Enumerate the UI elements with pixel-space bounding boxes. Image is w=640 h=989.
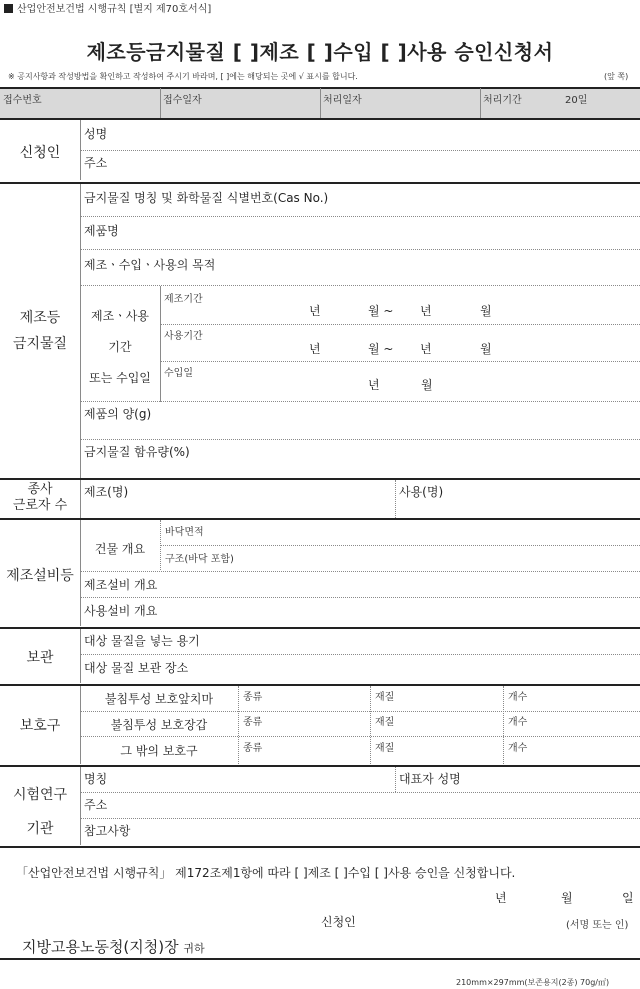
divider [0,684,640,686]
remarks-field[interactable]: 참고사항 [84,824,131,838]
divider [160,545,640,546]
divider [370,686,371,764]
divider [160,324,640,325]
divider [0,182,640,184]
institute-section-line2: 기관 [26,821,54,837]
divider [80,597,640,598]
divider [320,88,321,118]
divider [160,361,640,362]
facility-section-label: 제조설비등 [6,568,74,584]
divider [80,767,81,845]
substance-section-label [0,305,80,357]
substance-section-line2: 금지물질 [12,336,68,352]
applicant-address-field[interactable]: 주소 [84,156,108,170]
date-year[interactable]: 년 [495,891,507,905]
divider [0,478,640,480]
manufacture-period-label: 제조기간 [164,294,203,305]
date-month[interactable]: 월 [561,891,573,905]
date-day[interactable]: 일 [622,891,634,905]
paper-spec: 210mm×297mm(보존용지(2종) 70g/㎡) [456,978,610,987]
workers-section-line2: 근로자 수 [12,498,68,513]
divider [395,767,396,792]
divider [0,958,640,960]
apron-label: 불침투성 보호앞치마 [104,692,214,706]
mfg-end-year[interactable]: 년 [420,304,432,318]
divider [80,285,640,286]
divider [80,792,640,793]
recipient [22,936,205,957]
storage-section-label: 보관 [26,650,54,666]
divider [0,846,640,848]
use-start-month[interactable]: 월 ~ [368,342,394,356]
institute-address-field[interactable]: 주소 [84,798,108,812]
other-count-field[interactable]: 개수 [508,743,528,754]
apron-count-field[interactable]: 개수 [508,692,528,703]
divider [80,249,640,250]
divider [80,401,640,402]
apron-material-field[interactable]: 재질 [375,692,395,703]
substance-section-line1: 제조등 [19,310,61,326]
purpose-field[interactable]: 제조ㆍ수입ㆍ사용의 목적 [84,258,216,272]
substance-name-cas-field[interactable]: 금지물질 명칭 및 화학물질 식별번호(Cas No.) [84,191,329,205]
divider [160,286,161,402]
divider [80,480,81,518]
mfg-equipment-field[interactable]: 제조설비 개요 [84,578,158,592]
divider [80,654,640,655]
recipient-name: 지방고용노동청(지청)장 [22,938,179,956]
institute-name-field[interactable]: 명칭 [84,772,108,786]
processing-period-label: 처리기간 [483,95,522,106]
mfg-end-month[interactable]: 월 [480,304,492,318]
form-title: 제조등금지물질 [ ]제조 [ ]수입 [ ]사용 승인신청서 [86,40,554,64]
divider [80,150,640,151]
use-start-year[interactable]: 년 [309,342,321,356]
floor-area-field[interactable]: 바닥면적 [165,527,204,538]
divider [80,629,81,683]
applicant-section-label: 신청인 [19,145,61,161]
divider [80,520,81,626]
import-date-label: 수입일 [164,368,193,379]
instruction-note: ※ 공지사항과 작성방법을 확인하고 작성하여 주시기 바라며, [ ]에는 해당되는 곳에 √ 표시를 합니다. [8,72,358,81]
import-month[interactable]: 월 [421,378,433,392]
other-material-field[interactable]: 재질 [375,743,395,754]
applicant-name-field[interactable]: 성명 [84,127,108,141]
divider [80,711,640,712]
product-quantity-field[interactable]: 제품의 양(g) [84,407,152,421]
divider [80,216,640,217]
form-reference-text: 산업안전보건법 시행규칙 [별지 제70호서식] [17,4,212,15]
import-year[interactable]: 년 [368,378,380,392]
divider [395,480,396,518]
use-end-year[interactable]: 년 [420,342,432,356]
signature-note: (서명 또는 인) [566,920,629,931]
processing-period-value: 20일 [565,95,588,106]
structure-field[interactable]: 구조(바닥 포함) [165,554,234,565]
divider [238,686,239,764]
divider [0,627,640,629]
period-label-line2: 기간 [108,340,132,354]
workers-section-label [0,482,80,514]
building-overview-label: 건물 개요 [94,542,146,556]
divider [503,686,504,764]
application-statement: 「산업안전보건법 시행규칙」 제172조제1항에 따라 [ ]제조 [ ]수입 [ ]사용 승인을 신청합니다. [16,866,516,880]
product-name-field[interactable]: 제품명 [84,224,119,238]
divider [80,736,640,737]
gloves-label: 불침투성 보호장갑 [110,718,208,732]
divider [480,88,481,118]
mfg-start-year[interactable]: 년 [309,304,321,318]
receipt-date-field[interactable]: 접수일자 [163,95,202,106]
institute-rep-field[interactable]: 대표자 성명 [399,772,461,786]
use-workers-field[interactable]: 사용(명) [399,485,444,499]
receipt-number-field[interactable]: 접수번호 [3,95,42,106]
period-label-line3: 또는 수입일 [89,371,151,385]
square-bullet-icon [4,4,13,13]
divider [160,88,161,118]
storage-place-field[interactable]: 대상 물질 보관 장소 [84,661,189,675]
divider [80,818,640,819]
divider [0,118,640,120]
other-gear-label: 그 밖의 보호구 [120,744,198,758]
workers-section-line1: 종사 [27,482,53,497]
gloves-material-field[interactable]: 재질 [375,717,395,728]
use-equipment-field[interactable]: 사용설비 개요 [84,604,158,618]
processed-date-field[interactable]: 처리일자 [323,95,362,106]
use-period-label: 사용기간 [164,331,203,342]
divider [0,765,640,767]
protection-section-label: 보호구 [19,718,61,734]
mfg-start-month[interactable]: 월 ~ [368,304,394,318]
divider [0,518,640,520]
form-reference [4,0,211,15]
period-label [80,307,160,400]
apron-type-field[interactable]: 종류 [243,692,263,703]
manufacture-workers-field[interactable]: 제조(명) [84,485,129,499]
divider [80,571,640,572]
other-type-field[interactable]: 종류 [243,743,263,754]
gloves-count-field[interactable]: 개수 [508,717,528,728]
applicant-signature-label[interactable]: 신청인 [321,915,356,929]
use-end-month[interactable]: 월 [480,342,492,356]
period-label-line1: 제조ㆍ사용 [91,309,149,323]
institute-section-label [0,778,80,846]
institute-section-line1: 시험연구 [12,787,68,803]
storage-container-field[interactable]: 대상 물질을 넣는 용기 [84,634,200,648]
gloves-type-field[interactable]: 종류 [243,717,263,728]
divider [80,439,640,440]
substance-content-field[interactable]: 금지물질 함유량(%) [84,445,190,459]
page-side-label: (앞 쪽) [604,72,629,81]
recipient-suffix: 귀하 [183,942,205,955]
